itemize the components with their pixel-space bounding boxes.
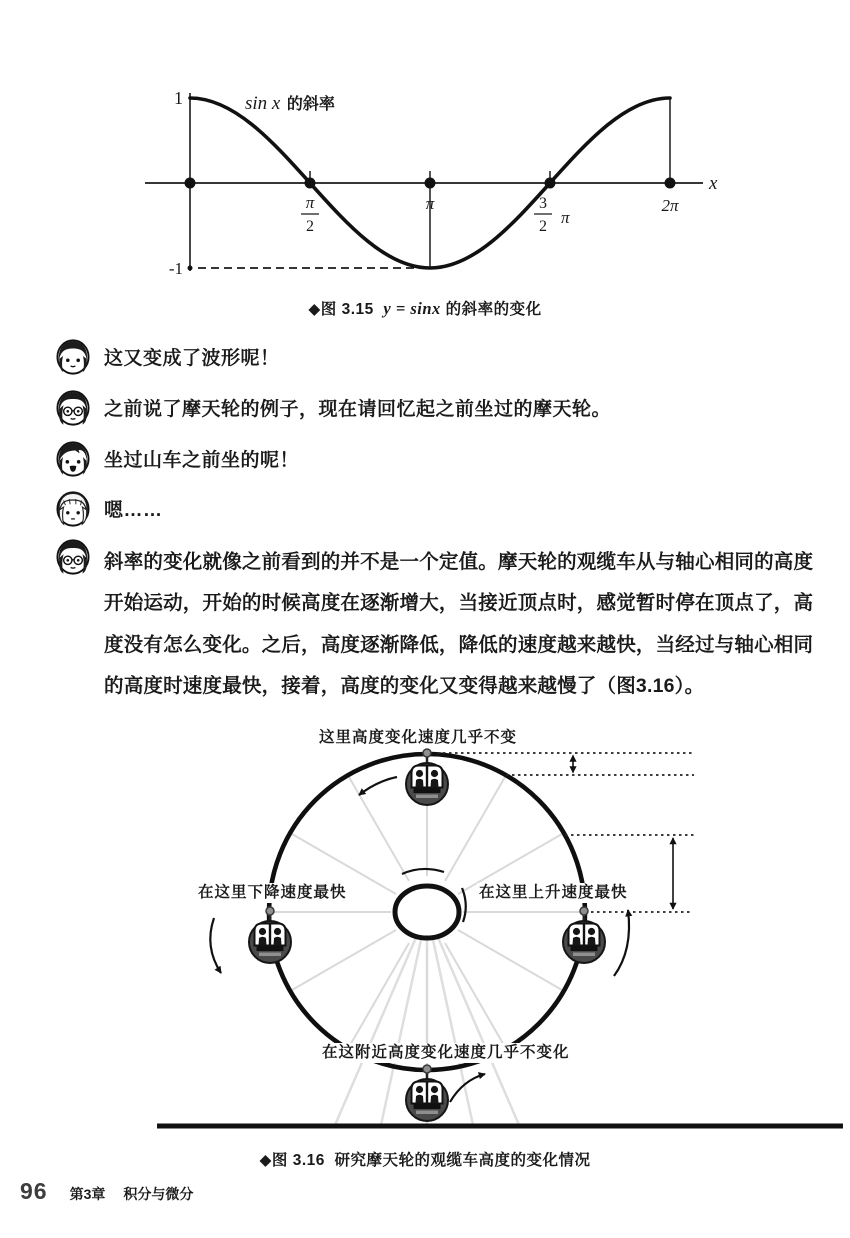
- figure-3-16-diagram: [150, 722, 850, 1147]
- dialog-text: 坐过山车之前坐的呢！: [104, 450, 300, 471]
- figure-3-15-graph: [105, 75, 765, 303]
- figure-3-15-caption: ◆图 3.15 y = sinx 的斜率的变化: [308, 299, 542, 318]
- tick-pi-half: [301, 193, 319, 235]
- avatar-girl-excited-icon: [56, 441, 90, 477]
- tick-pi: π: [425, 194, 435, 213]
- paragraph-line: 的高度时速度最快，接着，高度的变化又变得越来越慢了（图3.16）。: [104, 674, 705, 697]
- wheel-label-bottom: 在这附近高度变化速度几乎不变化: [322, 1044, 570, 1061]
- tick-two-pi: 2π: [661, 196, 679, 215]
- x-axis-label: x: [709, 173, 718, 194]
- chapter-label: 第3章: [69, 1186, 106, 1202]
- wheel-label-right: 在这里上升速度最快: [479, 884, 628, 901]
- gondola-right: [563, 907, 605, 963]
- page-footer: [20, 1178, 193, 1205]
- ferris-wheel-svg: [150, 722, 850, 1147]
- svg-text:π: π: [305, 193, 315, 212]
- paragraph-avatar: [56, 539, 90, 580]
- dialog-row: [56, 338, 280, 375]
- page-number: 96: [20, 1178, 48, 1204]
- avatar-girl-dark-bob-icon: [56, 339, 90, 375]
- wheel-hub: [395, 886, 459, 938]
- caption-diamond-icon: ◆: [259, 1152, 272, 1169]
- dialog-text: 之前说了摩天轮的例子，现在请回忆起之前坐过的摩天轮。: [104, 399, 612, 420]
- y-min-label: -1: [168, 259, 183, 278]
- chapter-title: 积分与微分: [123, 1186, 194, 1202]
- paragraph-block: [104, 542, 816, 707]
- dialog-row: [56, 440, 299, 477]
- y-max-label: 1: [174, 88, 183, 108]
- svg-text:2: 2: [306, 218, 314, 235]
- gondola-bottom: [406, 1065, 448, 1121]
- tick-three-half-pi: [534, 195, 570, 235]
- wheel-label-left: 在这里下降速度最快: [198, 884, 347, 901]
- dialog-text: 嗯……: [104, 500, 163, 521]
- caption-diamond-icon: ◆: [308, 301, 321, 318]
- gondola-top: [406, 749, 448, 805]
- curve-label: sin x 的斜率: [245, 93, 335, 114]
- avatar-girl-white-hair-icon: [56, 491, 90, 527]
- figure-3-16-caption: ◆图 3.16 研究摩天轮的观缆车高度的变化情况: [259, 1152, 591, 1169]
- paragraph-line: 斜率的变化就像之前看到的并不是一个定值。摩天轮的观缆车从与轴心相同的高度: [104, 551, 814, 573]
- svg-text:π: π: [561, 208, 570, 227]
- wheel-label-top: 这里高度变化速度几乎不变: [319, 729, 518, 746]
- graph-axes: [145, 93, 703, 271]
- dialog-text: 这又变成了波形呢！: [104, 348, 280, 369]
- svg-text:3: 3: [539, 195, 547, 212]
- dialog-row: [56, 490, 163, 527]
- dialog-row: [56, 389, 611, 426]
- paragraph-line: 度没有怎么变化。之后，高度逐渐降低，降低的速度越来越快，当经过与轴心相同: [104, 633, 814, 656]
- svg-text:2: 2: [539, 218, 547, 235]
- paragraph-line: 开始运动，开始的时候高度在逐渐增大，当接近顶点时，感觉暂时停在顶点了，高: [104, 592, 814, 615]
- avatar-girl-glasses-icon: [56, 539, 90, 575]
- avatar-girl-glasses-icon: [56, 390, 90, 426]
- gondola-left: [249, 907, 291, 963]
